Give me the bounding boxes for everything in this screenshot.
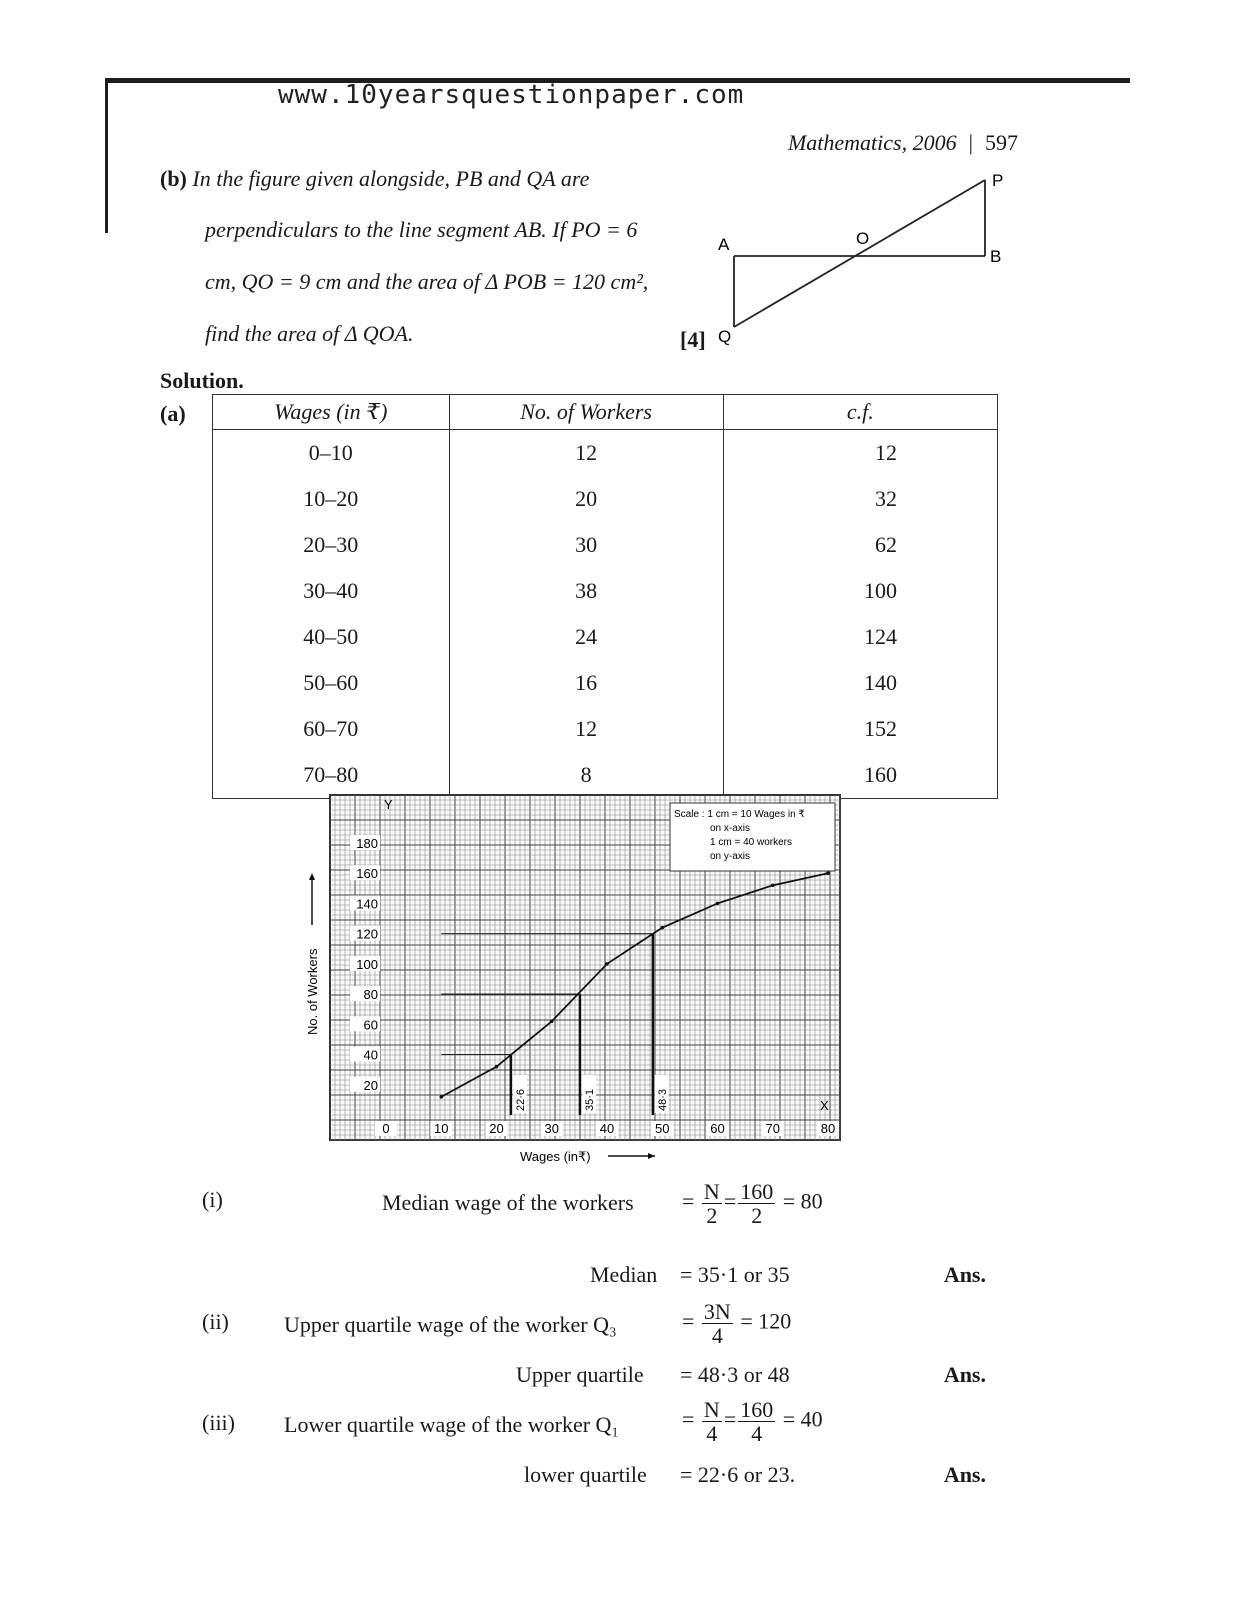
question-b-line4: find the area of Δ QOA.: [205, 321, 414, 346]
answer-ii-ans: Ans.: [943, 1362, 986, 1387]
data-point: [771, 884, 775, 888]
y-axis-letter: Y: [384, 797, 393, 812]
fraction: $\frac{N}{4}$: [703, 1397, 720, 1447]
question-b-line2: perpendiculars to the line segment AB. If PO = 6: [205, 217, 638, 242]
data-point: [660, 926, 664, 930]
table-row: 50–60 16 140: [213, 660, 998, 706]
y-tick-label: 80: [363, 987, 378, 1003]
fraction: $\frac{160}{2}$: [740, 1179, 774, 1229]
x-tick-label: 60: [710, 1121, 725, 1136]
x-tick-label: 70: [765, 1121, 780, 1136]
x-axis-letter: X: [820, 1098, 829, 1113]
data-point: [439, 1095, 443, 1099]
question-b-line1: (b) In the figure given alongside, PB and QA are: [160, 166, 590, 191]
answer-iii-label: (iii): [202, 1410, 235, 1435]
page-number: 597: [985, 130, 1018, 155]
watermark-url: www.10yearsquestionpaper.com: [278, 80, 745, 110]
table-row: 30–40 38 100: [213, 568, 998, 614]
fraction: $\frac{N}{2}$: [703, 1179, 720, 1229]
upper-quartile-value-row: = 48·3 or 48: [680, 1362, 790, 1387]
data-point: [495, 1065, 499, 1069]
scale-note-line2: on x-axis: [710, 823, 751, 834]
header-workers: No. of Workers: [449, 395, 723, 430]
y-tick-label: 100: [356, 956, 378, 972]
fraction: $\frac{160}{4}$: [740, 1397, 774, 1447]
data-point: [716, 902, 720, 906]
frequency-table: [212, 394, 998, 799]
answer-iii-equation: = $\frac{N}{4}$ = $\frac{160}{4}$ = 40: [682, 1397, 823, 1447]
answer-i-ans: Ans.: [943, 1262, 986, 1287]
label-A: A: [718, 235, 730, 254]
page-left-border: [105, 78, 108, 233]
label-B: B: [990, 247, 1002, 266]
table-row: 20–30 30 62: [213, 522, 998, 568]
median-label: Median: [590, 1262, 658, 1287]
upper-quartile-label: Upper quartile: [516, 1362, 644, 1387]
y-tick-label: 180: [356, 836, 378, 851]
x-tick-label: 80: [820, 1121, 836, 1136]
x-axis-label-arrowhead: [648, 1153, 655, 1159]
data-point: [605, 962, 609, 966]
x-axis-label: Wages (in₹): [520, 1149, 591, 1164]
answer-iii-text: Lower quartile wage of the worker Q₁: [284, 1412, 620, 1437]
page-header: Mathematics, 2006 | 597: [787, 130, 1018, 155]
answer-ii-text: Upper quartile wage of the worker Q₃: [284, 1312, 617, 1337]
y-tick-label: 160: [356, 866, 378, 882]
y-tick-label: 60: [363, 1017, 378, 1033]
median-value-row: = 35·1 or 35: [680, 1262, 790, 1287]
x-tick-label: 30: [544, 1121, 559, 1136]
y-tick-label: 40: [363, 1047, 378, 1063]
fraction: $\frac{3N}{4}$: [703, 1299, 731, 1349]
table-header-row: [213, 395, 998, 430]
marker-label: 35·1: [583, 1088, 596, 1111]
scale-note-line3: 1 cm = 40 workers: [710, 837, 792, 848]
label-O: O: [856, 229, 870, 248]
data-point: [550, 1020, 554, 1024]
question-b-label: (b): [160, 166, 187, 191]
answer-iii-ans: Ans.: [943, 1462, 986, 1487]
label-Q: Q: [718, 327, 732, 346]
answer-ii-label: (ii): [202, 1309, 229, 1334]
answer-i-label: (i): [202, 1187, 223, 1212]
answer-ii-equation: = $\frac{3N}{4}$ = 120: [682, 1299, 792, 1349]
x-tick-label: 50: [655, 1121, 670, 1136]
x-tick-label: 40: [599, 1121, 615, 1136]
data-point: [826, 871, 830, 875]
marker-label: 48·3: [656, 1088, 669, 1111]
question-marks: [4]: [680, 327, 706, 352]
lower-quartile-label: lower quartile: [524, 1462, 647, 1487]
x-tick-label: 10: [434, 1121, 449, 1136]
solution-heading: Solution.: [160, 368, 244, 393]
scale-note-line4: on y-axis: [710, 851, 751, 862]
solution-part-a: (a): [160, 401, 186, 426]
table-row: 40–50 24 124: [213, 614, 998, 660]
y-axis-label: No. of Workers: [305, 948, 320, 1035]
question-b-line3: cm, QO = 9 cm and the area of Δ POB = 120 cm²,: [205, 269, 649, 294]
answer-i-text: Median wage of the workers: [382, 1190, 634, 1215]
table-row: 70–80 8 160: [213, 752, 998, 799]
y-tick-label: 140: [356, 896, 378, 912]
answer-i-equation: = $\frac{N}{2}$ = $\frac{160}{2}$ = 80: [682, 1179, 823, 1229]
y-tick-label: 120: [356, 926, 378, 942]
y-tick-label: 20: [363, 1077, 378, 1093]
scale-note-line1: Scale : 1 cm = 10 Wages in ₹: [674, 809, 805, 820]
header-cf: c.f.: [723, 395, 997, 430]
triangle-figure: [720, 170, 1020, 350]
y-axis-label-arrowhead: [309, 873, 315, 880]
x-tick-label: 0: [382, 1121, 390, 1136]
label-P: P: [992, 171, 1004, 190]
table-row: 0–10 12 12: [213, 430, 998, 477]
lower-quartile-value-row: = 22·6 or 23.: [680, 1462, 796, 1487]
table-row: 10–20 20 32: [213, 476, 998, 522]
marker-label: 22·6: [514, 1088, 527, 1111]
ogive-chart: [300, 795, 860, 1185]
table-row: 60–70 12 152: [213, 706, 998, 752]
subject-title: Mathematics, 2006: [787, 130, 957, 155]
x-tick-label: 20: [489, 1121, 504, 1136]
header-wages: Wages (in ₹): [213, 395, 450, 430]
